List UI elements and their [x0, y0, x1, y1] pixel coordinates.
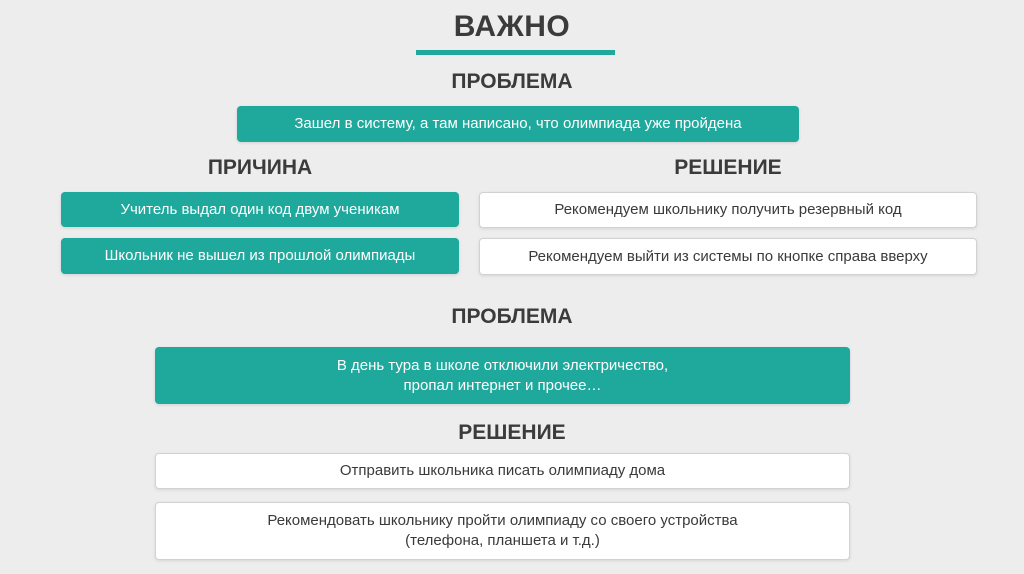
- solution-box-2: [479, 238, 977, 275]
- problem-heading-1: ПРОБЛЕМА: [451, 70, 573, 93]
- problem-line-2: пропал интернет и прочее…: [403, 376, 602, 394]
- solution-heading-2: РЕШЕНИЕ: [458, 421, 566, 444]
- cause-heading: ПРИЧИНА: [207, 156, 313, 179]
- cause-box-2: [61, 238, 459, 274]
- solution-line-2: (телефона, планшета и т.д.): [405, 532, 600, 549]
- problem-box-2: [155, 347, 850, 404]
- cause-text-2: Школьник не вышел из прошлой олимпиады: [104, 247, 416, 264]
- cause-text-1: Учитель выдал один код двум ученикам: [120, 200, 400, 218]
- problem-line-1: В день тура в школе отключили электричество,: [336, 356, 669, 374]
- cause-box-1: [61, 192, 459, 227]
- problem-heading-2: ПРОБЛЕМА: [451, 305, 573, 328]
- problem-box-1: [237, 106, 799, 142]
- solution-text-3: Отправить школьника писать олимпиаду дома: [339, 462, 666, 479]
- solution-box-1: [479, 192, 977, 228]
- solution-heading-1: РЕШЕНИЕ: [674, 156, 782, 179]
- title-underline: [416, 50, 615, 55]
- problem-text-1: Зашел в систему, а там написано, что олимпиада уже пройдена: [294, 115, 742, 132]
- solution-text-1: Рекомендуем школьнику получить резервный код: [554, 201, 902, 218]
- solution-line-1: Рекомендовать школьнику пройти олимпиаду со своего устройства: [267, 512, 738, 529]
- solution-box-3: [155, 453, 850, 489]
- solution-box-4: [155, 502, 850, 560]
- solution-text-2: Рекомендуем выйти из системы по кнопке справа вверху: [528, 247, 928, 265]
- page-title: ВАЖНО: [453, 10, 571, 43]
